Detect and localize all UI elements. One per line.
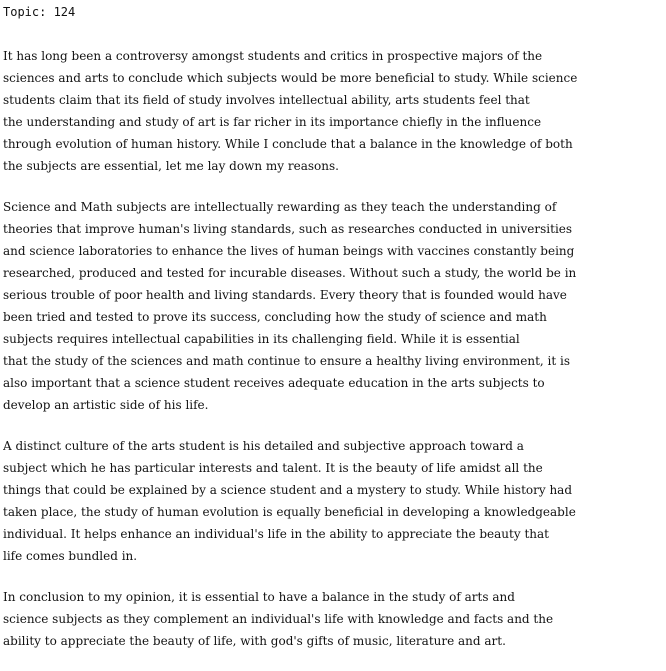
topic-heading: Topic: 124 <box>3 5 76 19</box>
essay-document <box>3 3 663 671</box>
text-line: In conclusion to my opinion, it is essential to have a balance in the study of arts and <box>3 590 515 604</box>
text-line: science subjects as they complement an individual's life with knowledge and facts and the <box>3 612 554 626</box>
text-line: researched, produced and tested for incurable diseases. Without such a study, the world be in <box>3 266 577 280</box>
text-line: develop an artistic side of his life. <box>3 398 209 412</box>
text-line: A distinct culture of the arts student is his detailed and subjective approach toward a <box>3 439 524 453</box>
text-line: subject which he has particular interests and talent. It is the beauty of life amidst all the <box>3 461 543 475</box>
text-line: ability to appreciate the beauty of life, with god's gifts of music, literature and art. <box>3 634 506 648</box>
paragraph-intro <box>3 45 663 177</box>
text-line: things that could be explained by a science student and a mystery to study. While history had <box>3 483 573 497</box>
text-line: students claim that its field of study involves intellectual ability, arts students feel that <box>3 93 530 107</box>
text-line: through evolution of human history. While I conclude that a balance in the knowledge of both <box>3 137 573 151</box>
paragraph-arts <box>3 435 663 567</box>
text-line: sciences and arts to conclude which subjects would be more beneficial to study. While science <box>3 71 578 85</box>
text-line: been tried and tested to prove its success, concluding how the study of science and math <box>3 310 547 324</box>
text-line: the understanding and study of art is far richer in its importance chiefly in the influence <box>3 115 542 129</box>
text-line: theories that improve human's living standards, such as researches conducted in universities <box>3 222 573 236</box>
text-line: individual. It helps enhance an individual's life in the ability to appreciate the beauty that <box>3 527 549 541</box>
text-line: Science and Math subjects are intellectually rewarding as they teach the understanding of <box>3 200 557 214</box>
paragraph-science <box>3 196 663 416</box>
text-line: subjects requires intellectual capabilities in its challenging field. While it is essential <box>3 332 520 346</box>
text-line: It has long been a controversy amongst students and critics in prospective majors of the <box>3 49 543 63</box>
paragraph-conclusion <box>3 586 663 652</box>
text-line: and science laboratories to enhance the lives of human beings with vaccines constantly being <box>3 244 575 258</box>
text-line: life comes bundled in. <box>3 549 138 563</box>
text-line: that the study of the sciences and math continue to ensure a healthy living environment, it is <box>3 354 571 368</box>
text-line: taken place, the study of human evolution is equally beneficial in developing a knowledgeable <box>3 505 576 519</box>
text-line: the subjects are essential, let me lay down my reasons. <box>3 159 339 173</box>
text-line: serious trouble of poor health and living standards. Every theory that is founded would have <box>3 288 567 302</box>
text-line: also important that a science student receives adequate education in the arts subjects to <box>3 376 545 390</box>
